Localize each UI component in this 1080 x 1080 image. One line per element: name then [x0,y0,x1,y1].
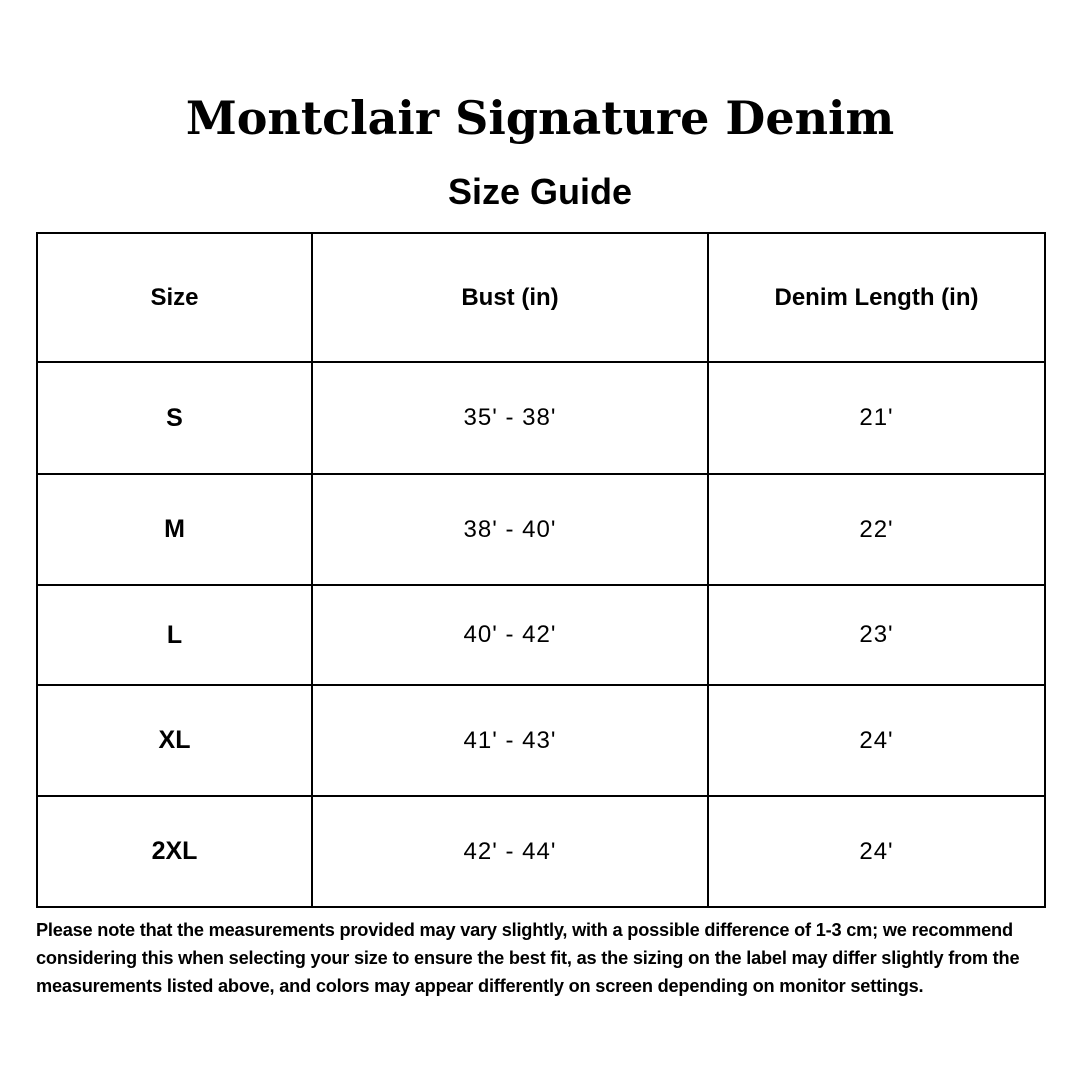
length-cell: 23' [708,585,1045,685]
disclaimer-note: Please note that the measurements provided may vary slightly, with a possible difference of 1-3 cm; we recommend considering this when selecting your size to ensure the best fit, as the sizing on the label may differ slightly from the measurements listed above, and colors may appear differently on screen depending on monitor settings. [36,920,1020,996]
bust-cell: 40' - 42' [312,585,708,685]
column-header-size: Size [37,233,312,362]
size-cell: L [37,585,312,685]
length-cell: 24' [708,796,1045,907]
table-row [37,585,1045,685]
table-row [37,474,1045,585]
size-cell: 2XL [37,796,312,907]
length-cell: 24' [708,685,1045,796]
size-cell: XL [37,685,312,796]
size-cell: S [37,362,312,474]
table-header-row [37,233,1045,362]
table-row [37,685,1045,796]
length-cell: 22' [708,474,1045,585]
column-header-length: Denim Length (in) [708,233,1045,362]
column-header-bust: Bust (in) [312,233,708,362]
page-title: Montclair Signature Denim [185,91,895,145]
size-guide-table [36,232,1046,908]
length-cell: 21' [708,362,1045,474]
bust-cell: 42' - 44' [312,796,708,907]
table-row [37,796,1045,907]
bust-cell: 41' - 43' [312,685,708,796]
bust-cell: 35' - 38' [312,362,708,474]
size-cell: M [37,474,312,585]
table-row [37,362,1045,474]
page-subtitle: Size Guide [447,171,633,212]
bust-cell: 38' - 40' [312,474,708,585]
